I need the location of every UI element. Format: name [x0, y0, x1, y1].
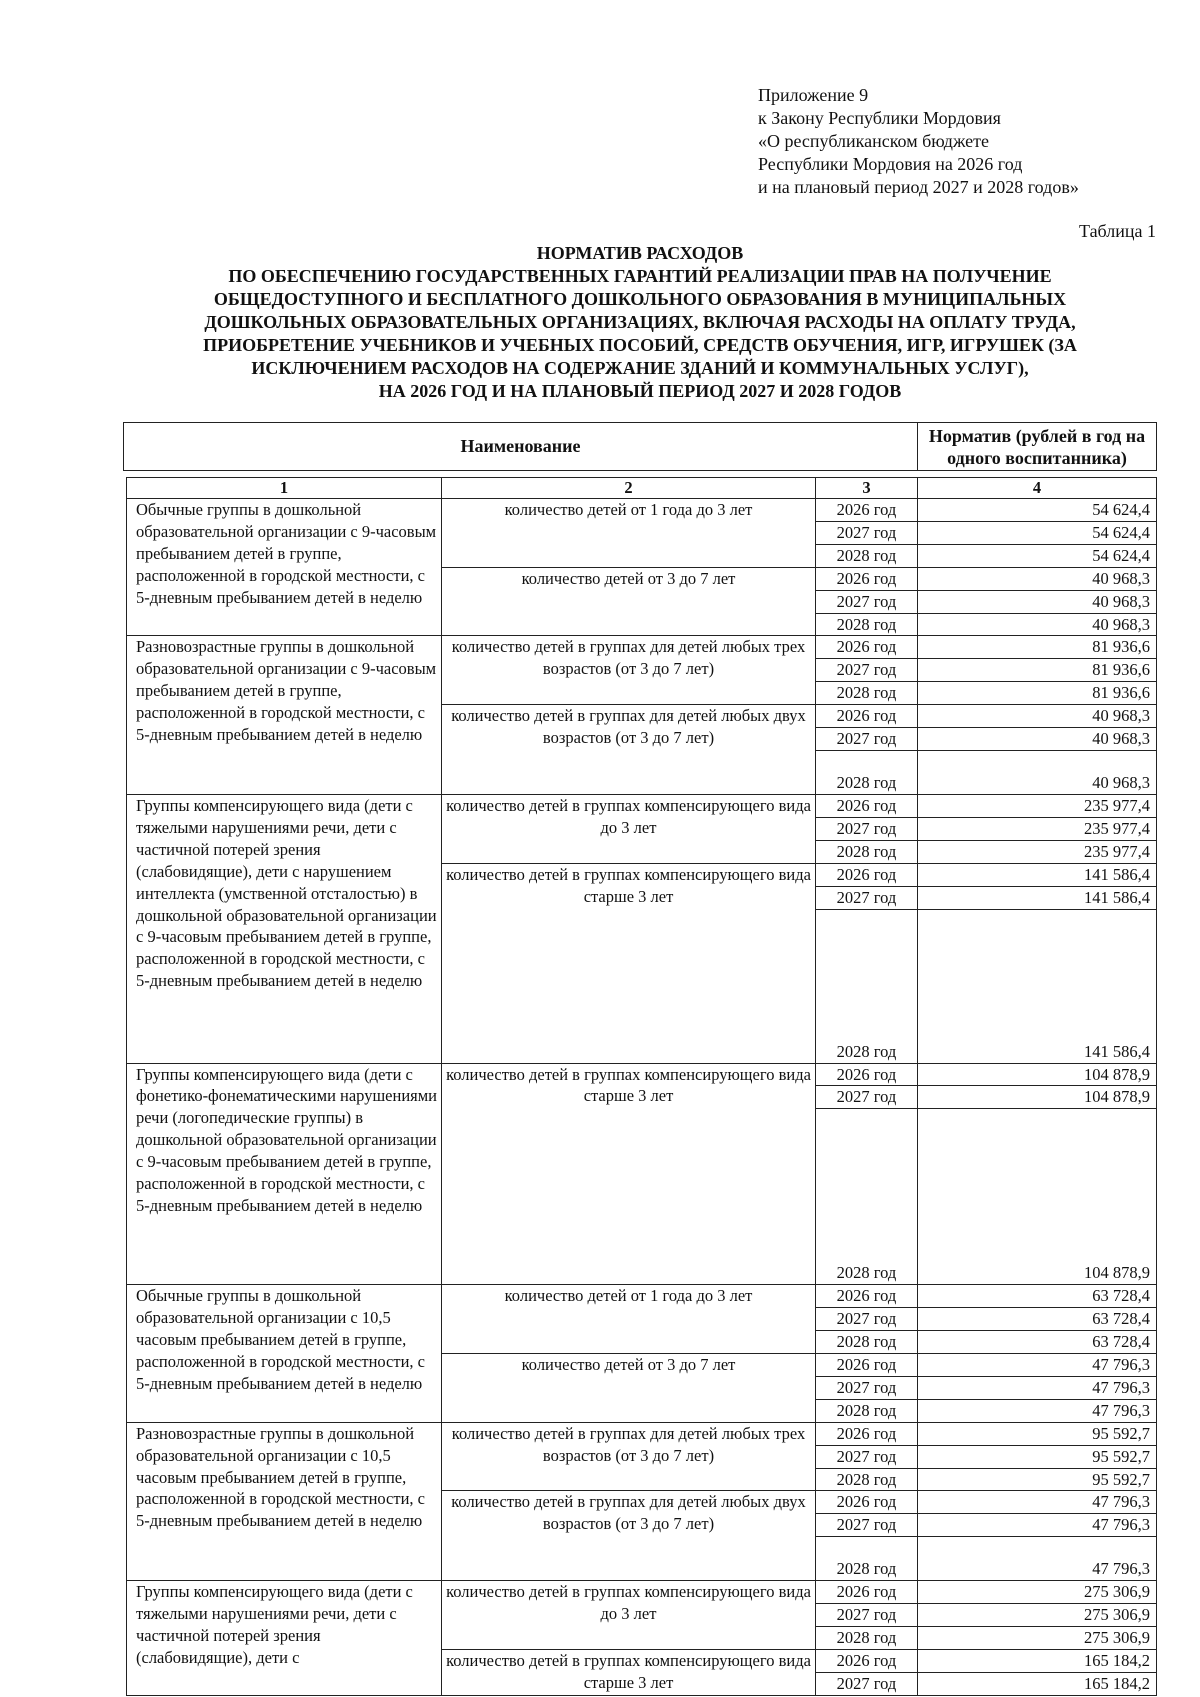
norm-table-body: [127, 478, 1157, 1696]
norm-value-cell: 104 878,9: [918, 1109, 1157, 1285]
title-line: ПО ОБЕСПЕЧЕНИЮ ГОСУДАРСТВЕННЫХ ГАРАНТИЙ РЕАЛИЗАЦИИ ПРАВ НА ПОЛУЧЕНИЕ: [228, 266, 1052, 286]
group-name-cell: Разновозрастные группы в дошкольной образовательной организации с 10,5 часовым пребыванием детей в группе, расположенной в городской местности, с 5-дневным пребыванием детей в неделю: [127, 1422, 442, 1581]
norm-value-cell: 54 624,4: [918, 521, 1157, 544]
appendix-reference: [758, 84, 1178, 199]
year-cell: 2027 год: [816, 1445, 918, 1468]
norm-value-cell: 47 796,3: [918, 1354, 1157, 1377]
subcategory-cell: количество детей в группах компенсирующего вида до 3 лет: [442, 1581, 816, 1650]
norm-value-cell: 81 936,6: [918, 659, 1157, 682]
column-number: 4: [918, 478, 1157, 499]
year-cell: 2027 год: [816, 1514, 918, 1537]
norm-table: [126, 477, 1157, 1696]
year-cell: 2028 год: [816, 1627, 918, 1650]
column-number: 1: [127, 478, 442, 499]
appendix-line: и на плановый период 2027 и 2028 годов»: [758, 177, 1079, 197]
norm-value-cell: 63 728,4: [918, 1308, 1157, 1331]
norm-value-cell: 47 796,3: [918, 1514, 1157, 1537]
group-name-cell: Группы компенсирующего вида (дети с тяжелыми нарушениями речи, дети с частичной потерей зрения (слабовидящие), дети с нарушением интеллекта (умственной отсталостью) в дошкольной образовательной организации с 9-часовым пребыванием детей в группе, расположенной в городской местности, с 5-дневным пребыванием детей в неделю: [127, 794, 442, 1063]
table-label: Таблица 1: [1079, 221, 1156, 241]
year-cell: 2028 год: [816, 840, 918, 863]
norm-value-cell: 95 592,7: [918, 1468, 1157, 1491]
subcategory-cell: количество детей в группах компенсирующего вида старше 3 лет: [442, 863, 816, 1063]
subcategory-cell: количество детей в группах компенсирующего вида старше 3 лет: [442, 1650, 816, 1696]
norm-value-cell: 235 977,4: [918, 817, 1157, 840]
norm-value-cell: 54 624,4: [918, 499, 1157, 522]
table-header: [123, 422, 1157, 471]
year-cell: 2028 год: [816, 1331, 918, 1354]
norm-value-cell: 54 624,4: [918, 544, 1157, 567]
group-name-cell: Обычные группы в дошкольной образовательной организации с 9-часовым пребыванием детей в группе, расположенной в городской местности, с 5-дневным пребыванием детей в неделю: [127, 499, 442, 636]
norm-value-cell: 47 796,3: [918, 1491, 1157, 1514]
subcategory-cell: количество детей в группах для детей любых трех возрастов (от 3 до 7 лет): [442, 636, 816, 705]
appendix-line: Приложение 9: [758, 85, 869, 105]
norm-value-cell: 165 184,2: [918, 1672, 1157, 1695]
table-row: [127, 794, 1157, 817]
table-row: [127, 499, 1157, 522]
year-cell: 2026 год: [816, 499, 918, 522]
header-norm-cell: Норматив (рублей в год на одного воспитанника): [918, 423, 1157, 471]
year-cell: 2028 год: [816, 1399, 918, 1422]
norm-value-cell: 40 968,3: [918, 705, 1157, 728]
year-cell: 2027 год: [816, 1308, 918, 1331]
table-row: [127, 1422, 1157, 1445]
year-cell: 2027 год: [816, 1604, 918, 1627]
norm-value-cell: 104 878,9: [918, 1086, 1157, 1109]
header-name-cell: Наименование: [124, 423, 918, 471]
norm-value-cell: 95 592,7: [918, 1445, 1157, 1468]
table-row: [127, 1581, 1157, 1604]
norm-value-cell: 141 586,4: [918, 909, 1157, 1063]
norm-value-cell: 165 184,2: [918, 1650, 1157, 1673]
appendix-line: к Закону Республики Мордовия: [758, 108, 1001, 128]
year-cell: 2027 год: [816, 886, 918, 909]
title-line: ИСКЛЮЧЕНИЕМ РАСХОДОВ НА СОДЕРЖАНИЕ ЗДАНИЙ И КОММУНАЛЬНЫХ УСЛУГ),: [251, 358, 1029, 378]
table-row: [127, 1285, 1157, 1308]
norm-value-cell: 81 936,6: [918, 636, 1157, 659]
year-cell: 2028 год: [816, 613, 918, 636]
year-cell: 2026 год: [816, 863, 918, 886]
year-cell: 2027 год: [816, 521, 918, 544]
group-name-cell: Разновозрастные группы в дошкольной образовательной организации с 9-часовым пребыванием детей в группе, расположенной в городской местности, с 5-дневным пребыванием детей в неделю: [127, 636, 442, 795]
norm-value-cell: 47 796,3: [918, 1399, 1157, 1422]
norm-value-cell: 40 968,3: [918, 613, 1157, 636]
subcategory-cell: количество детей в группах для детей любых трех возрастов (от 3 до 7 лет): [442, 1422, 816, 1491]
year-cell: 2026 год: [816, 1285, 918, 1308]
group-name-cell: Обычные группы в дошкольной образовательной организации с 10,5 часовым пребыванием детей в группе, расположенной в городской местности, с 5-дневным пребыванием детей в неделю: [127, 1285, 442, 1422]
subcategory-cell: количество детей от 3 до 7 лет: [442, 1354, 816, 1423]
column-number: 3: [816, 478, 918, 499]
title-line: НОРМАТИВ РАСХОДОВ: [536, 243, 744, 263]
year-cell: 2028 год: [816, 1109, 918, 1285]
year-cell: 2028 год: [816, 682, 918, 705]
norm-value-cell: 47 796,3: [918, 1376, 1157, 1399]
subcategory-cell: количество детей от 3 до 7 лет: [442, 567, 816, 636]
table-row: [127, 1063, 1157, 1086]
year-cell: 2026 год: [816, 1491, 918, 1514]
title-line: НА 2026 ГОД И НА ПЛАНОВЫЙ ПЕРИОД 2027 И 2028 ГОДОВ: [378, 381, 902, 401]
norm-value-cell: 63 728,4: [918, 1331, 1157, 1354]
title-line: ДОШКОЛЬНЫХ ОБРАЗОВАТЕЛЬНЫХ ОРГАНИЗАЦИЯХ, ВКЛЮЧАЯ РАСХОДЫ НА ОПЛАТУ ТРУДА,: [204, 312, 1076, 332]
year-cell: 2027 год: [816, 659, 918, 682]
norm-value-cell: 275 306,9: [918, 1627, 1157, 1650]
year-cell: 2026 год: [816, 1581, 918, 1604]
group-name-cell: Группы компенсирующего вида (дети с фонетико-фонематическими нарушениями речи (логопедические группы) в дошкольной образовательной организации с 9-часовым пребыванием детей в группе, расположенной в городской местности, с 5-дневным пребыванием детей в неделю: [127, 1063, 442, 1285]
subcategory-cell: количество детей в группах для детей любых двух возрастов (от 3 до 7 лет): [442, 705, 816, 795]
norm-value-cell: 141 586,4: [918, 886, 1157, 909]
year-cell: 2026 год: [816, 1063, 918, 1086]
subcategory-cell: количество детей от 1 года до 3 лет: [442, 1285, 816, 1354]
year-cell: 2027 год: [816, 1376, 918, 1399]
year-cell: 2028 год: [816, 544, 918, 567]
group-name-cell: Группы компенсирующего вида (дети с тяжелыми нарушениями речи, дети с частичной потерей зрения (слабовидящие), дети с: [127, 1581, 442, 1696]
year-cell: 2027 год: [816, 1086, 918, 1109]
title-line: ОБЩЕДОСТУПНОГО И БЕСПЛАТНОГО ДОШКОЛЬНОГО ОБРАЗОВАНИЯ В МУНИЦИПАЛЬНЫХ: [213, 289, 1067, 309]
subcategory-cell: количество детей в группах компенсирующего вида старше 3 лет: [442, 1063, 816, 1285]
column-number: 2: [442, 478, 816, 499]
year-cell: 2028 год: [816, 750, 918, 794]
year-cell: 2026 год: [816, 636, 918, 659]
appendix-line: «О республиканском бюджете: [758, 131, 990, 151]
title-line: ПРИОБРЕТЕНИЕ УЧЕБНИКОВ И УЧЕБНЫХ ПОСОБИЙ, СРЕДСТВ ОБУЧЕНИЯ, ИГР, ИГРУШЕК (ЗА: [203, 335, 1077, 355]
norm-value-cell: 235 977,4: [918, 840, 1157, 863]
year-cell: 2026 год: [816, 1650, 918, 1673]
year-cell: 2026 год: [816, 705, 918, 728]
year-cell: 2026 год: [816, 1422, 918, 1445]
norm-value-cell: 235 977,4: [918, 794, 1157, 817]
year-cell: 2027 год: [816, 1672, 918, 1695]
norm-value-cell: 275 306,9: [918, 1604, 1157, 1627]
subcategory-cell: количество детей в группах для детей любых двух возрастов (от 3 до 7 лет): [442, 1491, 816, 1581]
norm-value-cell: 40 968,3: [918, 567, 1157, 590]
norm-value-cell: 95 592,7: [918, 1422, 1157, 1445]
table-row: [127, 636, 1157, 659]
year-cell: 2027 год: [816, 728, 918, 751]
norm-value-cell: 81 936,6: [918, 682, 1157, 705]
norm-value-cell: 47 796,3: [918, 1537, 1157, 1581]
norm-value-cell: 40 968,3: [918, 590, 1157, 613]
column-number-row: [127, 478, 1157, 499]
year-cell: 2026 год: [816, 567, 918, 590]
norm-value-cell: 275 306,9: [918, 1581, 1157, 1604]
norm-value-cell: 63 728,4: [918, 1285, 1157, 1308]
norm-value-cell: 40 968,3: [918, 728, 1157, 751]
year-cell: 2026 год: [816, 1354, 918, 1377]
year-cell: 2028 год: [816, 1468, 918, 1491]
document-title: [110, 242, 1170, 403]
norm-value-cell: 104 878,9: [918, 1063, 1157, 1086]
year-cell: 2028 год: [816, 1537, 918, 1581]
year-cell: 2028 год: [816, 909, 918, 1063]
subcategory-cell: количество детей в группах компенсирующего вида до 3 лет: [442, 794, 816, 863]
year-cell: 2026 год: [816, 794, 918, 817]
norm-value-cell: 40 968,3: [918, 750, 1157, 794]
year-cell: 2027 год: [816, 590, 918, 613]
year-cell: 2027 год: [816, 817, 918, 840]
norm-value-cell: 141 586,4: [918, 863, 1157, 886]
subcategory-cell: количество детей от 1 года до 3 лет: [442, 499, 816, 568]
appendix-line: Республики Мордовия на 2026 год: [758, 154, 1023, 174]
